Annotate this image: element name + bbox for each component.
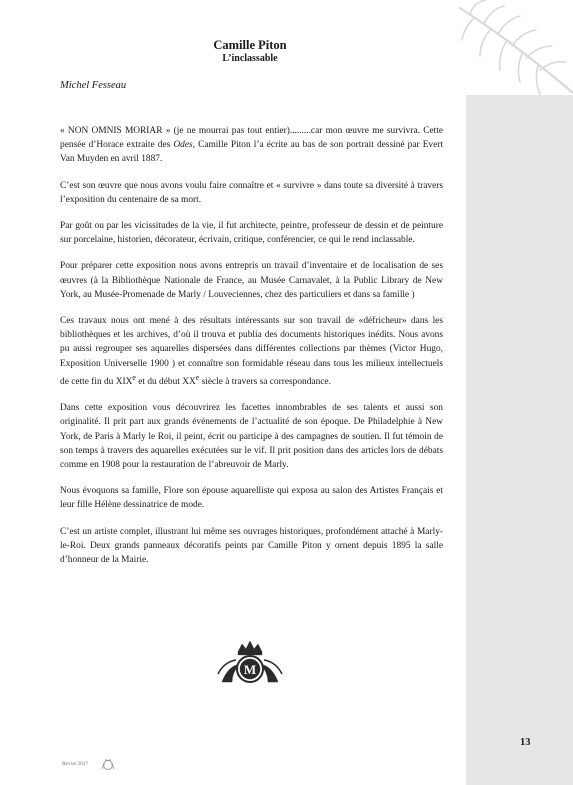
century-superscript: e	[195, 372, 200, 382]
page-number: 13	[520, 737, 531, 748]
paragraph-5-middle: et du début XX	[135, 376, 196, 387]
odes-title: Odes	[173, 140, 193, 151]
paragraph-1	[60, 124, 443, 167]
paragraph-1-end: , Camille Piton l’a écrite au bas de son portrait dessiné par Evert Van Muyden en avril 1887.	[60, 140, 444, 165]
paragraph-5	[60, 314, 443, 389]
page-subtitle: L’inclassable	[222, 53, 278, 64]
paragraph-8: C’est un artiste complet, illustrant lui même ses ouvrages historiques, profondément attaché à Marly-le-Roi. Deux grands panneaux décoratifs peints par Camille Piton y ornent depuis 1895 la salle d’honneur de la Mairie.	[60, 526, 443, 565]
paragraph-6: Dans cette exposition vous découvrirez les facettes innombrables de ses talents et aussi son originalité. Il prit part aux grands événements de l’actualité de son époque. De Philadelphie à New York, de Paris à Marly le Roi, il peint, écrit ou participe à des campagnes de soutien. Il fut témoin de son temps à travers des aquarelles exécutées sur le vif. Il prit position dans des articles lors de débats comme en 1908 pour la restauration de l’abreuvoir de Marly.	[60, 403, 443, 470]
small-emblem-icon	[101, 757, 115, 771]
paragraph-2: C’est son œuvre que nous avons voulu faire connaître et « survivre » dans toute sa diversité à travers l’exposition du centenaire de sa mort.	[60, 180, 443, 205]
paragraph-5-end: siècle à travers sa correspondance.	[199, 376, 331, 387]
crown-monogram-emblem	[214, 638, 286, 688]
paragraph-5-start: Ces travaux nous ont mené à des résultats intéressants sur son travail de «défricheur» dans les bibliothèques et les archives, d’où il trouva et publia des documents historiques inédits. Nous avons pu aussi regrouper ses aquarelles dispersées dans différentes collections par thèmes (Victor Hugo, Exposition Universelle 1900 ) et connaître son formidable réseau dans tous les milieux intellectuels de cette fin du XIX	[60, 316, 443, 387]
paragraph-3: Par goût ou par les vicissitudes de la vie, il fut architecte, peintre, professeur de dessin et de peinture sur porcelaine, historien, décorateur, écrivain, critique, conférencier, ce qui le rend inclassable.	[60, 221, 443, 246]
page-margin-band	[466, 95, 573, 785]
century-superscript: e	[132, 372, 136, 382]
paragraph-1-start: « NON OMNIS MORIAR » (je ne mourrai pas tout entier).........car mon œuvre me survivra. Cette pensée d’Horace extraite des	[60, 126, 443, 151]
monogram-letter: M	[243, 662, 257, 677]
author-name: Michel Fesseau	[60, 80, 127, 91]
paragraph-4: Pour préparer cette exposition nous avons entrepris un travail d’inventaire et de localisation de ses œuvres (à la Bibliothèque Nationale de France, au Musée Carnavalet, à la Public Library de New York, au Musée-Promenade de Marly / Louveciennes, chez des particuliers et dans sa famille )	[60, 261, 443, 300]
article-body	[60, 124, 443, 578]
fern-leaf-ornament	[440, 0, 573, 100]
page-title: Camille Piton	[213, 38, 287, 52]
footer-caption: Revue 2017	[62, 761, 89, 767]
paragraph-7: Nous évoquons sa famille, Flore son épouse aquarelliste qui exposa au salon des Artistes Français et leur fille Hélène dessinatrice de mode.	[60, 486, 443, 511]
